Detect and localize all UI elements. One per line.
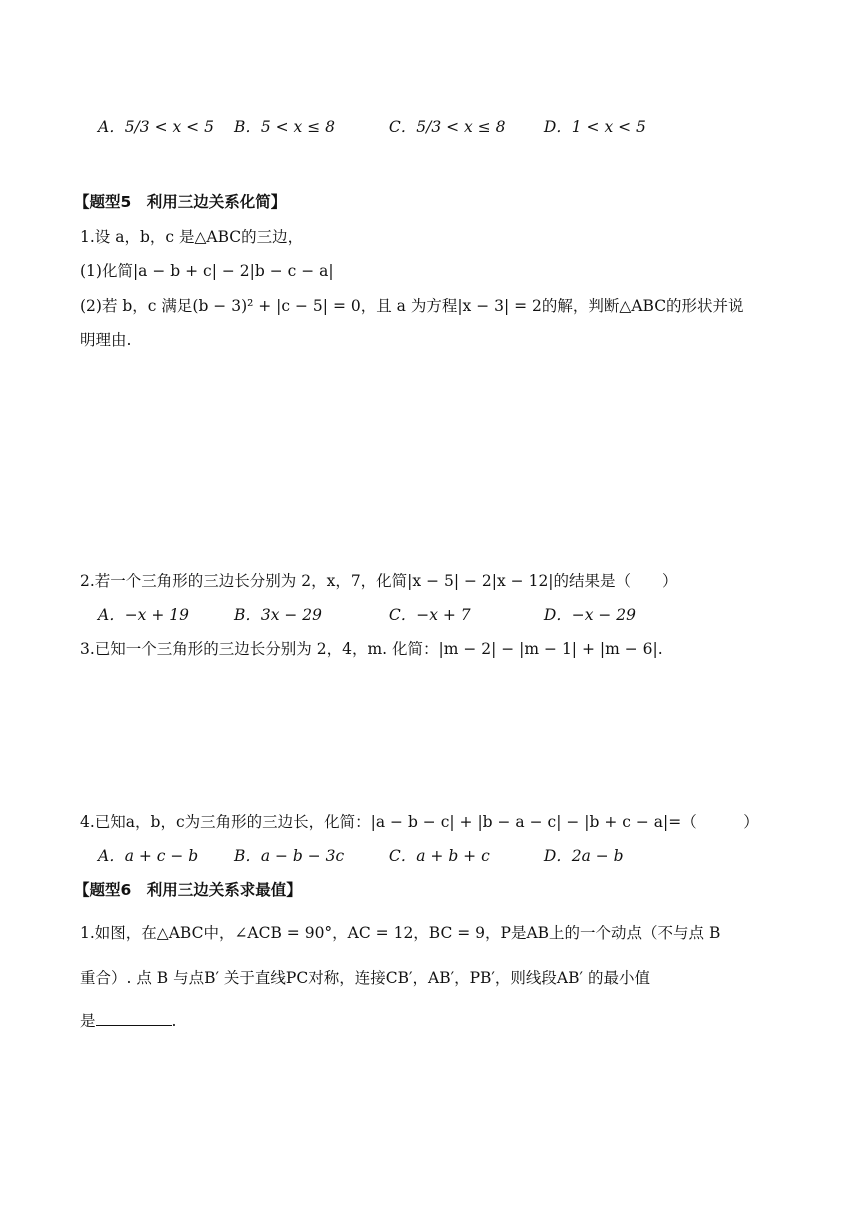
s6-q1-line2: 重合）. 点 B 与点B′ 关于直线PC对称，连接CB′，AB′，PB′，则线段AB′ 的最小值 [80,969,650,987]
s5-q4-options [98,845,624,867]
s5-q1-part1: (1)化简|a − b + c| − 2|b − c − a| [80,262,334,280]
s5-q3-stem: 3.已知一个三角形的三边长分别为 2，4，m. 化简：|m − 2| − |m − 1| + |m − 6|. [80,640,663,658]
s6-q1-line1: 1.如图，在△ABC中，∠ACB = 90°，AC = 12，BC = 9，P是AB上的一个动点（不与点 B [80,924,721,942]
s6-q1-line3-suffix: . [171,1012,177,1030]
option-c: C．a + b + c [388,847,490,865]
option-b: B．3x − 29 [233,606,322,624]
s5-q1-stem: 1.设 a，b，c 是△ABC的三边， [80,228,304,246]
s5-q1-part2-line1: (2)若 b，c 满足(b − 3)² + |c − 5| = 0，且 a 为方程|x − 3| = 2的解，判断△ABC的形状并说 [80,297,744,315]
option-d: D．−x − 29 [543,606,637,624]
s6-q1-line3-prefix: 是 [80,1012,96,1030]
s5-q1-part2-line2: 明理由. [80,331,132,349]
option-b: B．a − b − 3c [233,847,345,865]
option-d: D．2a − b [543,847,624,865]
answer-blank[interactable] [96,1009,172,1026]
s6-q1-line3 [80,1009,176,1032]
section6-heading: 【题型6 利用三边关系求最值】 [74,881,302,899]
option-a: A．5/3 < x < 5 [98,118,214,136]
s5-q2-stem: 2.若一个三角形的三边长分别为 2，x，7，化简|x − 5| − 2|x − 12|的结果是（ ） [80,572,678,590]
option-c: C．5/3 < x ≤ 8 [388,118,506,136]
option-a: A．a + c − b [98,847,199,865]
option-c: C．−x + 7 [388,606,471,624]
prev-question-options [98,116,646,138]
option-a: A．−x + 19 [98,606,189,624]
option-b: B．5 < x ≤ 8 [233,118,335,136]
s5-q4-stem: 4.已知a，b，c为三角形的三边长，化简：|a − b − c| + |b − a − c| − |b + c − a|=（ ） [80,813,759,831]
s5-q2-options [98,604,636,626]
option-d: D．1 < x < 5 [543,118,646,136]
section5-heading: 【题型5 利用三边关系化简】 [74,193,287,211]
